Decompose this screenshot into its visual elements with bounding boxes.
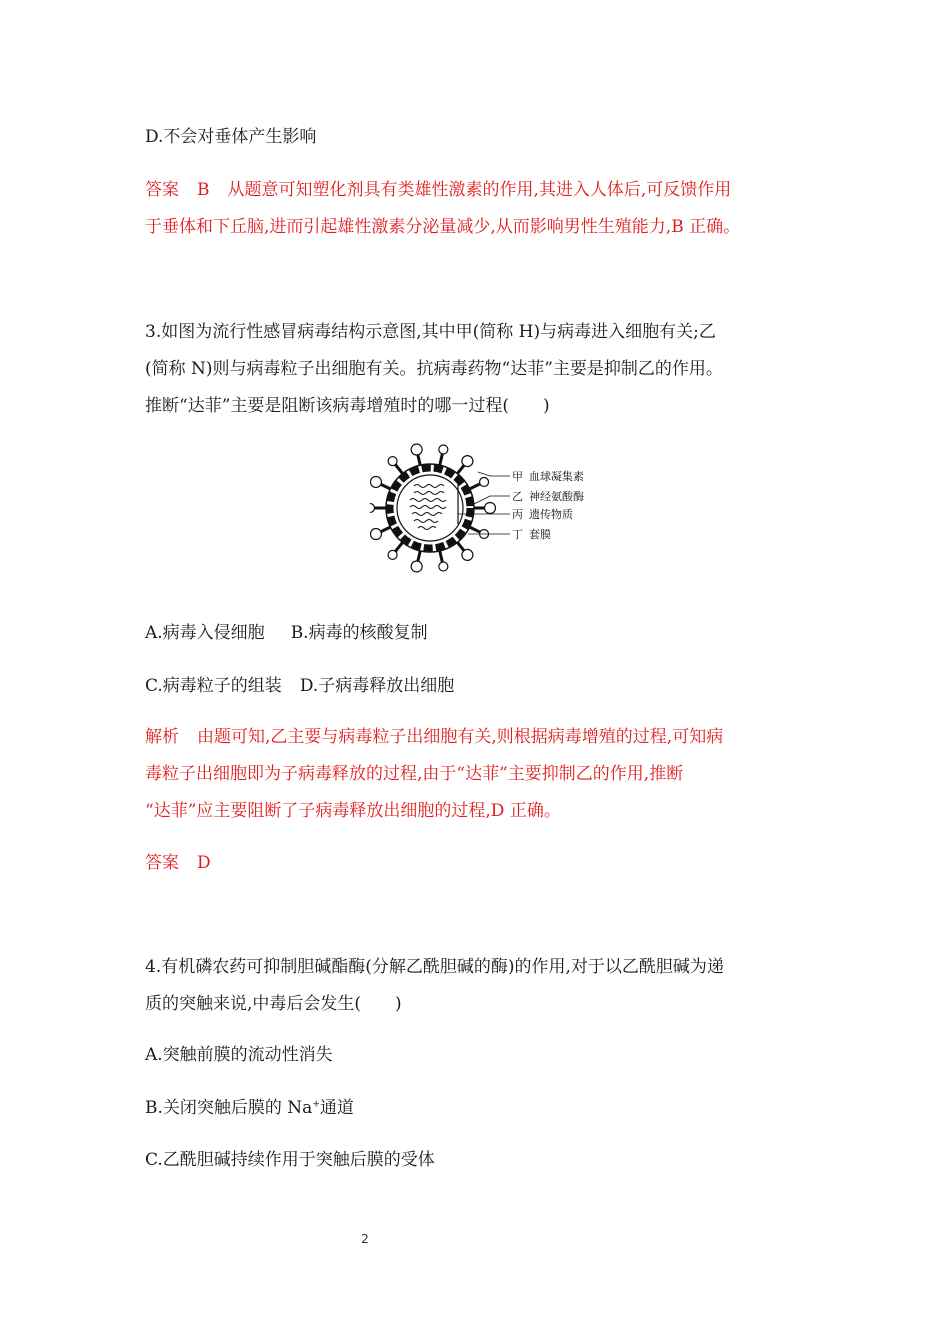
spike-stalk xyxy=(395,542,402,551)
q3-analysis-2: 毒粒子出细胞即为子病毒释放的过程,由于“达菲”主要抑制乙的作用,推断 xyxy=(145,764,684,784)
q2-explanation-2: 于垂体和下丘脑,进而引起雄性激素分泌量减少,从而影响男性生殖能力,B 正确。 xyxy=(145,217,741,237)
influenza-virus-diagram xyxy=(370,440,600,575)
q4-option-b-text: B.关闭突触后膜的 Na xyxy=(145,1098,313,1118)
q3-answer-value: D xyxy=(197,853,211,873)
spike-stalk xyxy=(440,453,443,465)
q2-answer-label: 答案 xyxy=(145,180,179,200)
spike-head xyxy=(462,456,473,467)
q4-option-b-tail: 通道 xyxy=(319,1098,354,1118)
q2-explanation-1: 从题意可知塑化剂具有类雄性激素的作用,其进入人体后,可反馈作用 xyxy=(227,180,732,200)
spike-stalk xyxy=(470,484,481,489)
q3-option-c: C.病毒粒子的组装 xyxy=(145,676,282,696)
spike-head xyxy=(370,529,381,540)
q3-option-d: D.子病毒释放出细胞 xyxy=(299,676,455,696)
q3-analysis-1: 由题可知,乙主要与病毒粒子出细胞有关,则根据病毒增殖的过程,可知病 xyxy=(197,727,724,747)
spike-head xyxy=(370,476,381,487)
spike-head xyxy=(480,477,489,486)
q4-option-b xyxy=(145,1098,354,1118)
q3-stem-1: 3.如图为流行性感冒病毒结构示意图,其中甲(简称 H)与病毒进入细胞有关;乙 xyxy=(145,322,716,342)
spike-head xyxy=(462,549,473,560)
q3-stem-2: (简称 N)则与病毒粒子出细胞有关。抗病毒药物“达菲”主要是抑制乙的作用。 xyxy=(145,359,723,379)
q3-option-a: A.病毒入侵细胞 xyxy=(145,623,265,643)
spike-head xyxy=(439,445,448,454)
q2-option-d: D.不会对垂体产生影响 xyxy=(145,127,317,147)
spike-head xyxy=(411,561,422,572)
figure-label-bing: 丙 遗传物质 xyxy=(512,508,573,521)
q3-option-b: B.病毒的核酸复制 xyxy=(290,623,428,643)
spike-stalk xyxy=(395,464,402,473)
figure-label-ding: 丁 套膜 xyxy=(512,528,551,541)
spike-head xyxy=(411,444,422,455)
spike-head xyxy=(388,457,397,466)
q3-options-ab xyxy=(145,623,428,643)
spike-head xyxy=(388,550,397,559)
spike-head xyxy=(370,504,375,513)
q4-option-c: C.乙酰胆碱持续作用于突触后膜的受体 xyxy=(145,1150,435,1170)
q3-options-cd xyxy=(145,676,454,696)
q3-analysis-line-1 xyxy=(145,727,723,747)
q2-answer-line xyxy=(145,180,731,200)
spike-stalk xyxy=(470,527,481,532)
figure-label-jia: 甲 血球凝集素 xyxy=(512,470,584,483)
figure-label-yi: 乙 神经氨酸酶 xyxy=(512,490,584,503)
q4-option-b-sup: + xyxy=(312,1099,320,1110)
q4-stem-1: 4.有机磷农药可抑制胆碱酯酶(分解乙酰胆碱的酶)的作用,对于以乙酰胆碱为递 xyxy=(145,957,724,977)
q4-option-a: A.突触前膜的流动性消失 xyxy=(145,1045,333,1065)
q3-stem-3: 推断“达菲”主要是阻断该病毒增殖时的哪一过程( ) xyxy=(145,396,550,416)
page-number: 2 xyxy=(361,1232,369,1246)
spike-head xyxy=(485,503,496,514)
q3-answer-line xyxy=(145,853,211,873)
q3-analysis-3: “达菲”应主要阻断了子病毒释放出细胞的过程,D 正确。 xyxy=(145,801,561,821)
q2-answer-value: B xyxy=(197,180,210,200)
q4-stem-2: 质的突触来说,中毒后会发生( ) xyxy=(145,994,402,1014)
q3-answer-label: 答案 xyxy=(145,853,179,873)
q3-analysis-label: 解析 xyxy=(145,727,179,747)
spike-stalk xyxy=(440,551,443,563)
spike-head xyxy=(439,562,448,571)
